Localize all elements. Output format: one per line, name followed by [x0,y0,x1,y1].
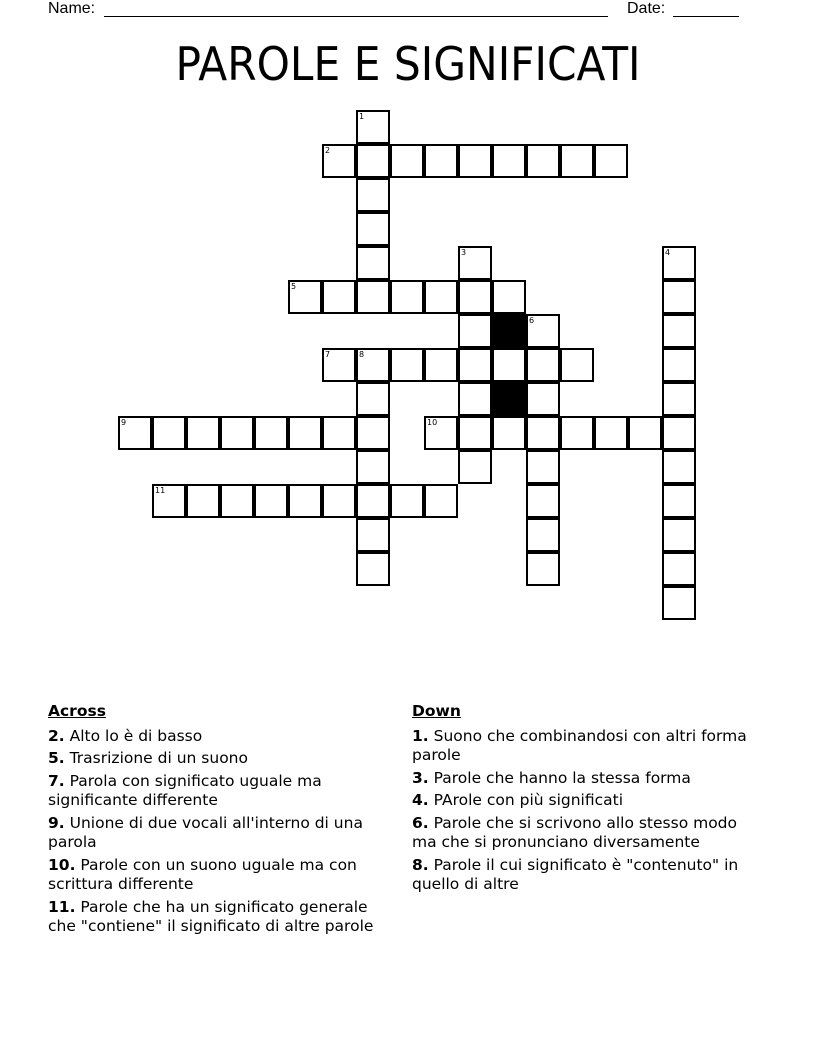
grid-cell[interactable] [662,484,696,518]
grid-cell[interactable] [526,518,560,552]
clue-number-label: 8. [412,855,429,874]
grid-cell[interactable] [526,552,560,586]
across-clue [48,856,400,895]
grid-cell[interactable] [254,484,288,518]
grid-cell[interactable] [356,518,390,552]
name-label: Name: [48,0,96,17]
grid-cell[interactable] [492,416,526,450]
clue-text: Parole che ha un significato generale che "contiene" il significato di altre parole [48,897,374,935]
grid-cell[interactable] [458,144,492,178]
grid-cell[interactable] [526,450,560,484]
across-clue [48,772,400,811]
blocked-cell [492,314,526,348]
clue-number-label: 2. [48,726,65,745]
grid-cell[interactable] [254,416,288,450]
grid-cell[interactable] [662,450,696,484]
grid-cell[interactable] [526,416,560,450]
clue-number: 2 [325,146,331,155]
grid-cell[interactable] [492,144,526,178]
across-heading: Across [48,702,106,720]
blocked-cell [492,382,526,416]
grid-cell[interactable] [220,484,254,518]
grid-cell[interactable] [322,484,356,518]
across-clue-list [48,727,400,937]
across-clues [48,702,400,940]
clue-number-label: 7. [48,771,65,790]
grid-cell[interactable] [560,416,594,450]
grid-cell[interactable] [526,382,560,416]
clue-number-label: 1. [412,726,429,745]
clue-text: Parole il cui significato è "contenuto" in quello di altre [412,855,739,893]
grid-cell[interactable] [356,416,390,450]
grid-cell[interactable] [458,416,492,450]
clue-text: Suono che combinandosi con altri forma parole [412,726,747,764]
down-clue [412,769,764,789]
grid-cell[interactable] [662,382,696,416]
grid-cell[interactable] [186,416,220,450]
down-heading: Down [412,702,461,720]
grid-cell[interactable] [662,416,696,450]
grid-cell[interactable] [662,348,696,382]
grid-cell[interactable] [322,280,356,314]
clue-number-label: 9. [48,813,65,832]
grid-cell[interactable] [356,178,390,212]
clue-number: 9 [121,418,127,427]
clue-number-label: 3. [412,768,429,787]
grid-cell[interactable] [152,416,186,450]
clue-number-label: 10. [48,855,76,874]
clue-text: Alto lo è di basso [64,726,203,745]
clue-text: Trasrizione di un suono [64,749,248,767]
grid-cell[interactable] [662,518,696,552]
grid-cell[interactable] [356,280,390,314]
grid-cell[interactable] [526,348,560,382]
across-clue [48,727,400,747]
down-clue [412,727,764,766]
clue-text: PArole con più significati [428,791,624,809]
grid-cell[interactable] [458,382,492,416]
grid-cell[interactable] [662,586,696,620]
across-clue [48,749,400,769]
clue-number: 8 [359,350,365,359]
grid-cell[interactable] [526,144,560,178]
clue-number: 6 [529,316,535,325]
grid-cell[interactable] [288,484,322,518]
clue-number: 4 [665,248,671,257]
page-title: PAROLE E SIGNIFICATI [175,37,641,91]
clue-number-label: 11. [48,897,76,916]
grid-cell[interactable] [594,144,628,178]
grid-cell[interactable] [390,280,424,314]
grid-cell[interactable] [220,416,254,450]
clue-text: Parole che hanno la stessa forma [428,768,691,787]
grid-cell[interactable] [390,484,424,518]
clue-number: 7 [325,350,331,359]
grid-cell[interactable] [424,484,458,518]
clue-number-label: 4. [412,791,429,809]
grid-cell[interactable] [356,552,390,586]
grid-cell[interactable] [390,144,424,178]
down-clue [412,814,764,853]
down-clue [412,856,764,895]
clue-number-label: 5. [48,749,65,767]
clue-text: Unione di due vocali all'interno di una parola [48,813,363,851]
clue-number: 5 [291,282,297,291]
grid-cell[interactable] [492,280,526,314]
grid-cell[interactable] [662,314,696,348]
clue-text: Parola con significato uguale ma significante differente [48,771,322,809]
grid-cell[interactable] [594,416,628,450]
down-clue [412,791,764,811]
grid-cell[interactable] [186,484,220,518]
down-clue-list [412,727,764,895]
grid-cell[interactable] [662,280,696,314]
grid-cell[interactable] [322,416,356,450]
grid-cell[interactable] [628,416,662,450]
grid-cell[interactable] [662,552,696,586]
grid-cell[interactable] [356,382,390,416]
grid-cell[interactable] [356,144,390,178]
down-clues [412,702,764,898]
clue-number: 3 [461,248,467,257]
clue-number: 1 [359,112,365,121]
across-clue [48,814,400,853]
grid-cell[interactable] [288,416,322,450]
grid-cell[interactable] [424,280,458,314]
grid-cell[interactable] [356,212,390,246]
date-label: Date: [627,0,666,17]
grid-cell[interactable] [424,348,458,382]
grid-cell[interactable] [458,280,492,314]
grid-cell[interactable] [458,314,492,348]
grid-cell[interactable] [526,484,560,518]
clue-number-label: 6. [412,813,429,832]
grid-cell[interactable] [356,484,390,518]
grid-cell[interactable] [458,348,492,382]
grid-cell[interactable] [492,348,526,382]
grid-cell[interactable] [356,450,390,484]
across-clue [48,898,400,937]
grid-cell[interactable] [458,450,492,484]
grid-cell[interactable] [356,246,390,280]
grid-cell[interactable] [560,144,594,178]
grid-cell[interactable] [390,348,424,382]
clue-text: Parole che si scrivono allo stesso modo ma che si pronunciano diversamente [412,813,738,851]
grid-cell[interactable] [560,348,594,382]
clue-number: 10 [427,418,438,427]
grid-cell[interactable] [424,144,458,178]
clue-number: 11 [155,486,166,495]
clue-text: Parole con un suono uguale ma con scrittura differente [48,855,357,893]
